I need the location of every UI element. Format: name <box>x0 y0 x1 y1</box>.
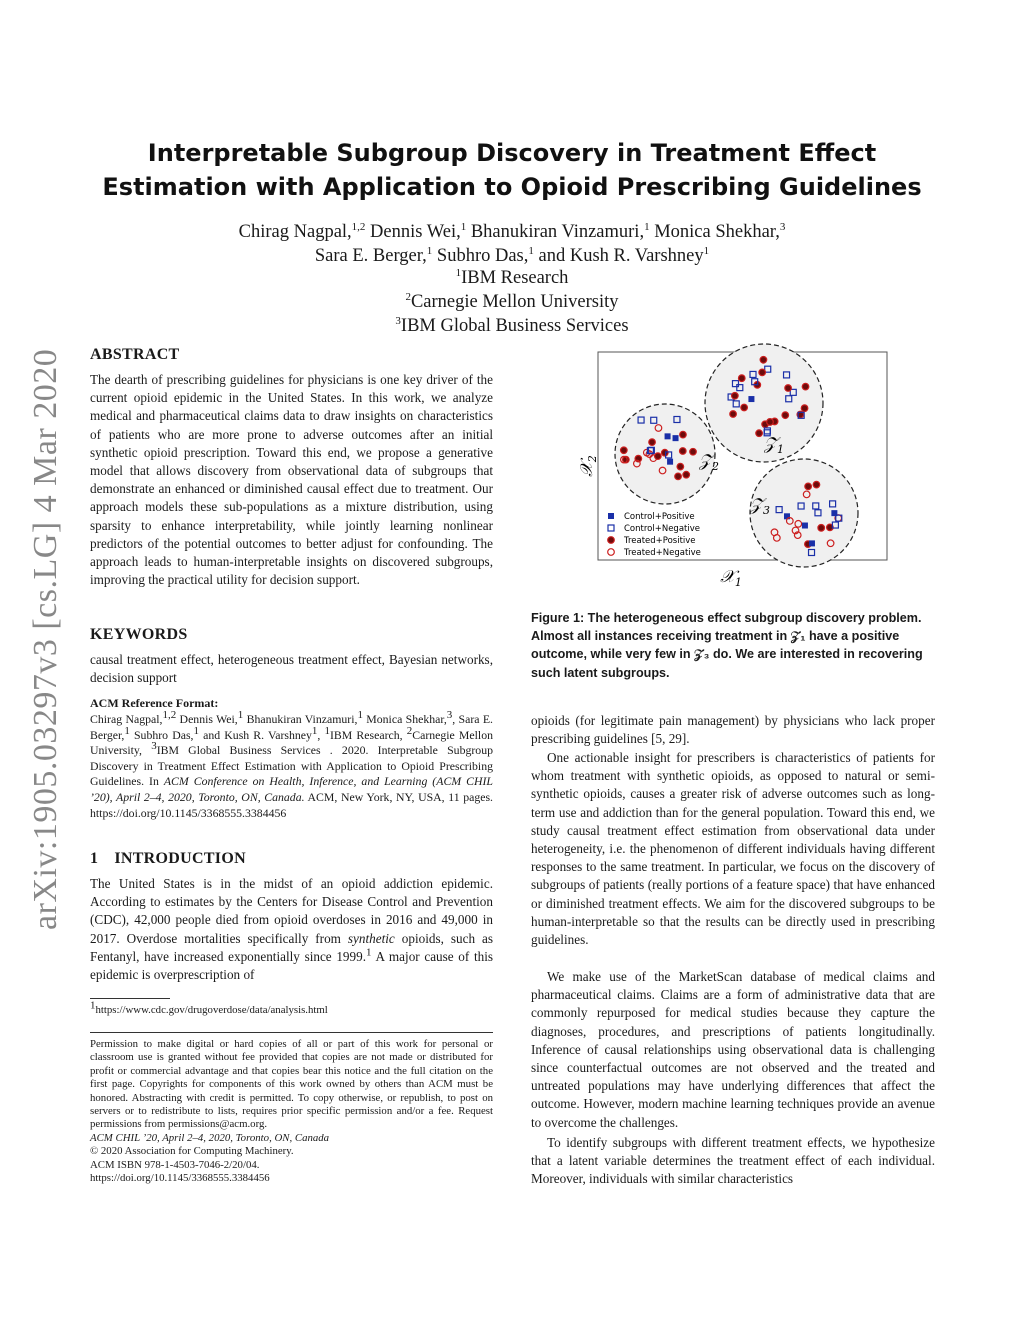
point-treated-positive <box>675 473 682 480</box>
author-name: Dennis Wei, <box>365 222 461 242</box>
point-treated-positive <box>818 525 825 532</box>
point-control-positive <box>667 459 673 465</box>
point-treated-positive <box>661 449 668 456</box>
point-treated-positive <box>680 431 687 438</box>
point-treated-positive <box>801 405 808 412</box>
point-control-positive <box>748 396 754 402</box>
right-paragraph-4: To identify subgroups with different treatment effects, we hypothesize that a latent variable determines the treatment effect of each individual. Moreover, individuals with similar characteristics <box>531 1135 935 1187</box>
affiliation-2: $^2$Carnegie Mellon University <box>405 290 619 312</box>
point-control-positive <box>673 435 679 441</box>
point-treated-positive <box>679 448 686 455</box>
author-affil-mark: 1 <box>528 244 534 257</box>
point-treated-positive <box>732 392 739 399</box>
author-affil-mark: 1,2 <box>351 220 366 233</box>
point-treated-positive <box>802 383 809 390</box>
point-treated-positive <box>655 453 662 460</box>
author-affil-mark: 3 <box>779 220 786 233</box>
point-control-positive <box>831 510 837 516</box>
point-control-positive <box>665 433 671 439</box>
z2-label: 𝒵$_2$ <box>699 451 719 473</box>
author-name: Sara E. Berger, <box>314 246 427 266</box>
author-name: Bhanukiran Vinzamuri, <box>466 222 645 242</box>
point-treated-positive <box>759 369 766 376</box>
author-name: Monica Shekhar, <box>649 222 780 242</box>
acm-ref-text: Chirag Nagpal,$^{1,2}$ Dennis Wei,$^1$ Bhanukiran Vinzamuri,$^1$ Monica Shekhar,$^3$, Sara E. Berger,$^1$ Subhro Das,$^1$ and Kush R. Varshney$^1$, $^1$IBM Research, $^2$Carnegie Mellon University, $^3$IBM Global Business Services . 2020. Interpretable Subgroup Discovery in Treatment Effect Estimation with Application to Opioid Prescribing Guidelines. In ACM Conference on Health, Inference, and Learning (ACM CHIL ’20), April 2–4, 2020, Toronto, ON, Canada. ACM, New York, NY, USA, 11 pages. https://doi.org/10.1145/3368555.3384456 <box>90 709 494 820</box>
point-treated-positive <box>813 481 820 488</box>
point-treated-positive <box>756 430 763 437</box>
z3-label: 𝒵$_3$ <box>750 495 770 517</box>
intro-heading: 1 INTRODUCTION <box>90 850 246 867</box>
legend-treated-positive: Treated+Positive <box>624 536 696 546</box>
point-treated-positive <box>649 439 656 446</box>
author-affil-mark: 1 <box>703 244 710 257</box>
title-line-1: Interpretable Subgroup Discovery in Treatment Effect <box>147 139 877 167</box>
author-name: Subhro Das, <box>432 246 529 266</box>
author-name: Chirag Nagpal, <box>238 222 352 242</box>
affiliation-1: $^1$IBM Research <box>455 266 569 288</box>
author-line-1 <box>60 220 964 244</box>
permission-divider <box>90 1032 493 1033</box>
figure-1-caption: Figure 1: The heterogeneous effect subgroup discovery problem. Almost all instances receiving treatment in 𝒵₁ have a positive outcome, while very few in 𝒵₃ do. We are interested in recovering such latent subgroups. <box>531 611 923 680</box>
affiliation-3: $^3$IBM Global Business Services <box>395 314 629 336</box>
right-paragraph-2: One actionable insight for prescribers is characteristics of patients for whom treatment with synthetic opioids, as opposed to natural or semi-synthetic opioids, causes a greater risk of adverse outcomes such as long-term use and addiction than for the general population. Toward this end, we study causal treatment effect estimation from observational data under heterogeneity, i.e. the phenomenon of different individuals having different responses to the same treatment. In particular, we focus on the discovery of subgroups of patients (really portions of a feature space) that have enhanced or diminished treatment effects. We aim for the discovered subgroups to be human-interpretable so that the results can be directly used in prescribing guidelines. <box>531 750 935 948</box>
author-list <box>60 220 964 268</box>
author-affil-mark: 1 <box>460 220 467 233</box>
z1-label: 𝒵$_1$ <box>764 434 784 456</box>
legend-treated-negative: Treated+Negative <box>624 548 701 558</box>
abstract-text: The dearth of prescribing guidelines for physicians is one key driver of the current opioid epidemic in the United States. In this work, we analyze medical and pharmaceutical claims data to draw insights on characteristics of patients who are more prone to adverse outcomes after an initial synthetic opioid prescription. Toward this end, we propose a generative model that allows discovery from observational data of subgroups that demonstrate an enhanced or diminished causal effect due to treatment. Our approach models these sub-populations as a mixture distribution, using sparsity to enhance interpretability, while jointly learning nonlinear predictors of the potential outcomes to better adjust for confounding. The approach leads to human-interpretable insights on discovered subgroups, improving the practical utility for decision support. <box>90 372 493 588</box>
isbn-line: ACM ISBN 978-1-4503-7046-2/20/04. <box>90 1158 260 1171</box>
title-line-2: Estimation with Application to Opioid Prescribing Guidelines <box>102 173 922 201</box>
point-treated-positive <box>677 463 684 470</box>
point-treated-positive <box>782 412 789 419</box>
legend-control-negative: Control+Negative <box>624 524 700 534</box>
point-treated-positive <box>741 404 748 411</box>
author-affil-mark: 1 <box>426 244 433 257</box>
point-treated-positive <box>683 471 690 478</box>
footnote-1: $^1$https://www.cdc.gov/drugoverdose/data/analysis.html <box>90 999 328 1016</box>
acm-ref-heading: ACM Reference Format: <box>90 696 219 710</box>
keywords-heading: KEYWORDS <box>90 626 188 643</box>
legend-control-positive: Control+Positive <box>624 512 695 522</box>
footnote-divider <box>90 998 170 999</box>
point-treated-positive <box>767 419 774 426</box>
conference-venue: ACM CHIL ’20, April 2–4, 2020, Toronto, ON, Canada <box>90 1131 330 1144</box>
abstract-heading: ABSTRACT <box>90 346 180 363</box>
paper-title <box>60 136 964 204</box>
legend-marker-control-positive <box>608 513 614 519</box>
acm-ref-venue: ACM Conference on Health, Inference, and Learning (ACM CHIL ’20), April 2–4, 2020, Toronto, ON, Canada. <box>90 774 493 804</box>
arxiv-identifier: arXiv:1905.03297v3 [cs.LG] 4 Mar 2020 <box>27 348 64 930</box>
author-line-2 <box>60 244 964 268</box>
legend-marker-treated-positive <box>608 537 615 544</box>
keywords-text: causal treatment effect, heterogeneous treatment effect, Bayesian networks, decision support <box>90 652 493 686</box>
right-paragraph-1: opioids (for legitimate pain management) by physicians who lack proper prescribing guidelines [5, 29]. <box>531 713 935 747</box>
figure-1-scatter <box>568 340 898 592</box>
point-treated-positive <box>730 411 737 418</box>
point-treated-positive <box>785 385 792 392</box>
point-control-positive <box>802 523 808 529</box>
point-treated-positive <box>690 448 697 455</box>
point-treated-positive <box>760 356 767 363</box>
point-treated-positive <box>805 483 812 490</box>
point-control-positive <box>809 540 815 546</box>
y-axis-label: 𝒳$_2$ <box>577 455 599 477</box>
author-name: and Kush R. Varshney <box>533 246 704 266</box>
footnote-marker: 1 <box>366 946 372 959</box>
author-affil-mark: 1 <box>644 220 650 233</box>
point-treated-positive <box>738 375 745 382</box>
doi-link[interactable]: https://doi.org/10.1145/3368555.3384456 <box>90 1172 270 1185</box>
point-treated-positive <box>621 447 628 454</box>
x-axis-label: 𝒳$_1$ <box>720 567 742 589</box>
permission-notice: Permission to make digital or hard copies of all or part of this work for personal or classroom use is granted without fee provided that copies are not made or distributed for profit or commercial advantage and that copies bear this notice and the full citation on the first page. Copyrights for components of this work owned by others than ACM must be honored. Abstracting with credit is permitted. To copy otherwise, or republish, to post on servers or to redistribute to lists, requires prior specific permission and/or a fee. Request permissions from permissions@acm.org. ACM CHIL ’20, April 2–4, 2020, Toronto, ON, Canada © 2020 Association for Computing Machinery. ACM ISBN 978-1-4503-7046-2/20/04. https://doi.org/10.1145/3368555.3384456 <box>90 1038 493 1185</box>
intro-paragraph-1: The United States is in the midst of an opioid addiction epidemic. According to estimates by the Centers for Disease Control and Prevention (CDC), 42,000 people died from opioid overdoses in 2016 and 49,000 in 2017. Overdose mortalities specifically from synthetic opioids, such as Fentanyl, have increased exponentially since 1999.$^1$ A major cause of this epidemic is overprescription of <box>90 876 493 983</box>
copyright-line: © 2020 Association for Computing Machinery. <box>90 1145 294 1158</box>
right-paragraph-3: We make use of the MarketScan database of medical claims and pharmaceutical claims. Claims are a form of administrative data that are commonly repurposed for medical studies because they capture the diagnoses, procedures, and prescriptions of patients longitudinally. Inference of causal relationships using observational data is challenging since counterfactual outcomes are not observed and the treated and untreated populations may have underlying differences that affect the outcome. However, modern machine learning techniques provide an avenue to overcome the challenges. <box>531 969 935 1130</box>
